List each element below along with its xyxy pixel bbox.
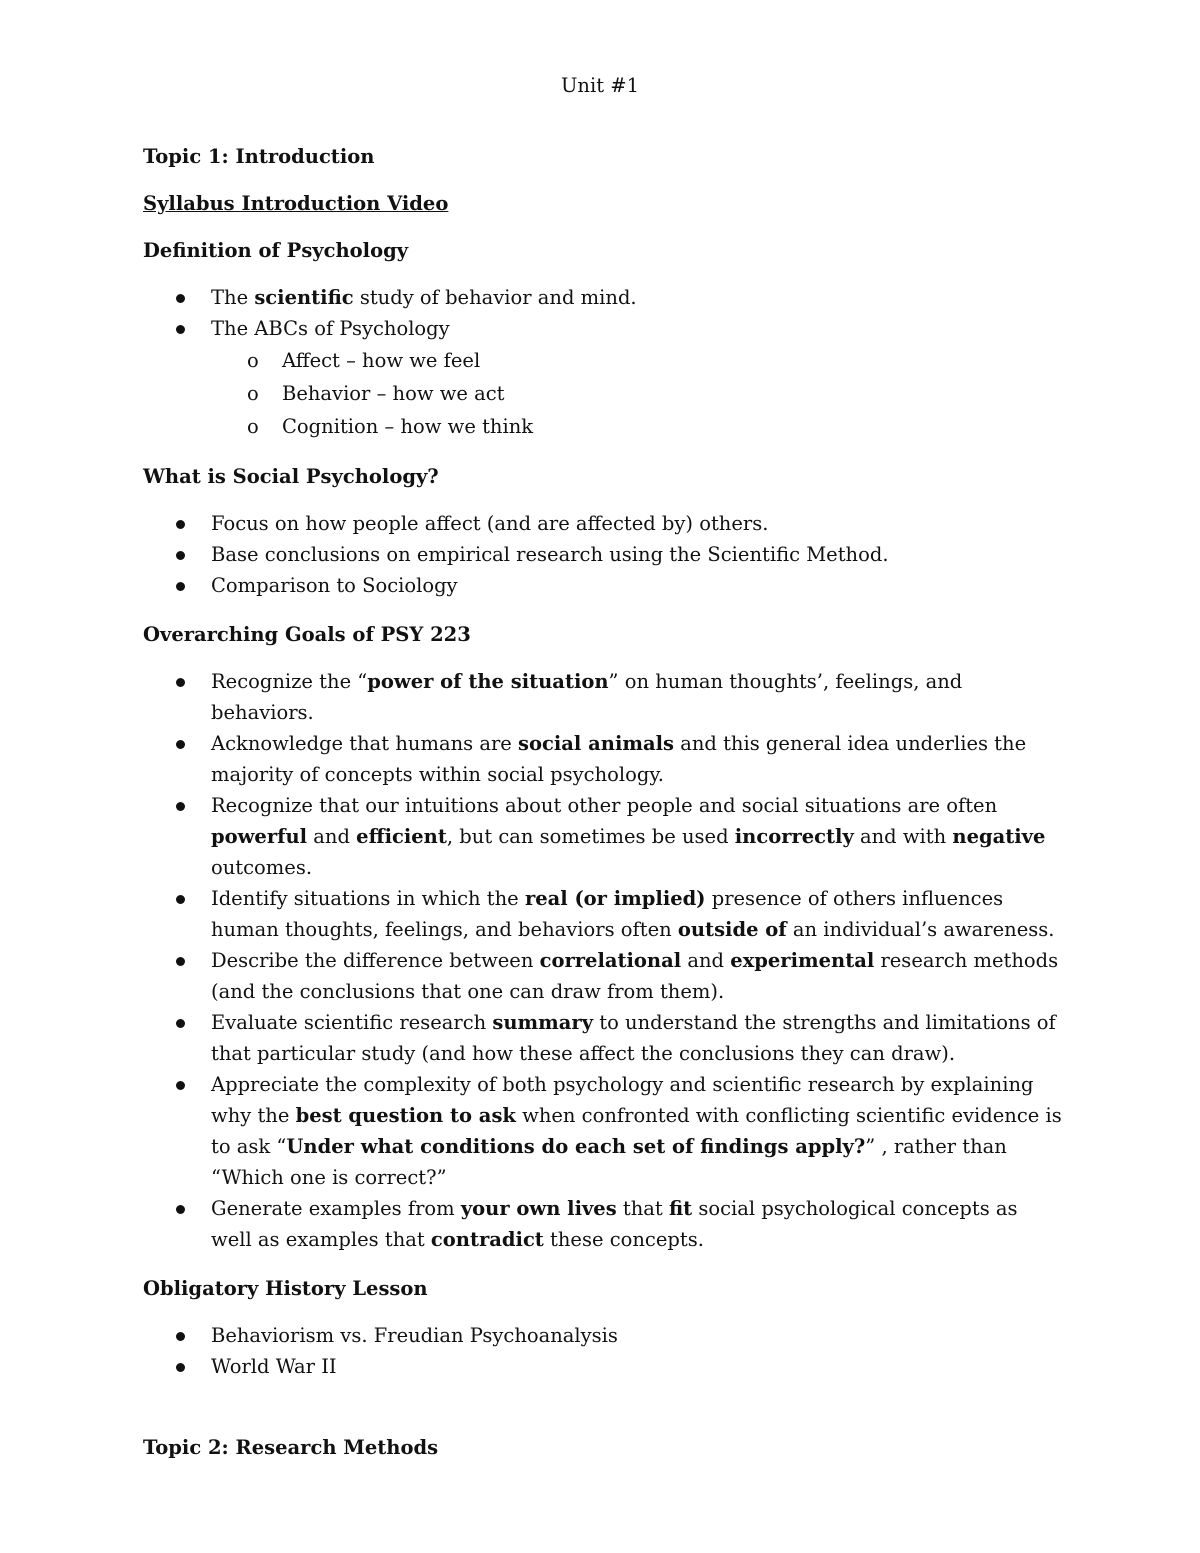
- list-item: Evaluate scientific research summary to understand the strengths and limitations of that particular study (and how these affect the conclusions they can draw).: [143, 1007, 1063, 1069]
- list-item: Appreciate the complexity of both psychology and scientific research by explaining why the best question to ask when confronted with conflicting scientific evidence is to ask “Under what conditions do each set of findings apply?” , rather than “Which one is correct?”: [143, 1069, 1063, 1193]
- list-item: The ABCs of Psychology o Affect – how we feel o Behavior – how we act o Cognition – how we think: [143, 313, 1063, 443]
- document-body: [143, 141, 1063, 1479]
- topic-2-heading: Topic 2: Research Methods: [143, 1436, 439, 1459]
- sub-bullet-marker: o: [247, 415, 259, 438]
- list-item: Describe the difference between correlational and experimental research methods (and the conclusions that one can draw from them).: [143, 945, 1063, 1007]
- list-item: Behaviorism vs. Freudian Psychoanalysis: [143, 1320, 1063, 1351]
- list-item: Recognize the “power of the situation” on human thoughts’, feelings, and behaviors.: [143, 666, 1063, 728]
- syllabus-video-link[interactable]: Syllabus Introduction Video: [143, 192, 449, 215]
- list-item: Comparison to Sociology: [143, 570, 1063, 601]
- list-item: World War II: [143, 1351, 1063, 1382]
- history-heading: Obligatory History Lesson: [143, 1277, 428, 1300]
- definition-heading: Definition of Psychology: [143, 239, 409, 262]
- list-item: Base conclusions on empirical research using the Scientific Method.: [143, 539, 1063, 570]
- list-item: Generate examples from your own lives that fit social psychological concepts as well as examples that contradict these concepts.: [143, 1193, 1063, 1255]
- sub-list-item: o Cognition – how we think: [211, 410, 1063, 443]
- topic-1-heading: Topic 1: Introduction: [143, 145, 375, 168]
- unit-title: Unit #1: [560, 74, 639, 97]
- list-item: Acknowledge that humans are social animals and this general idea underlies the majority of concepts within social psychology.: [143, 728, 1063, 790]
- history-list: [143, 1320, 1063, 1382]
- list-item: Focus on how people affect (and are affected by) others.: [143, 508, 1063, 539]
- social-psychology-list: [143, 508, 1063, 601]
- list-item: The scientific study of behavior and mind.: [143, 282, 1063, 313]
- abc-sublist: [211, 344, 1063, 443]
- definition-list: [143, 282, 1063, 443]
- goals-list: [143, 666, 1063, 1255]
- goals-heading: Overarching Goals of PSY 223: [143, 623, 471, 646]
- list-item: Identify situations in which the real (or implied) presence of others influences human thoughts, feelings, and behaviors often outside of an individual’s awareness.: [143, 883, 1063, 945]
- social-psychology-heading: What is Social Psychology?: [143, 465, 439, 488]
- sub-list-item: o Affect – how we feel: [211, 344, 1063, 377]
- sub-bullet-marker: o: [247, 349, 259, 372]
- list-item: Recognize that our intuitions about other people and social situations are often powerful and efficient, but can sometimes be used incorrectly and with negative outcomes.: [143, 790, 1063, 883]
- sub-bullet-marker: o: [247, 382, 259, 405]
- sub-list-item: o Behavior – how we act: [211, 377, 1063, 410]
